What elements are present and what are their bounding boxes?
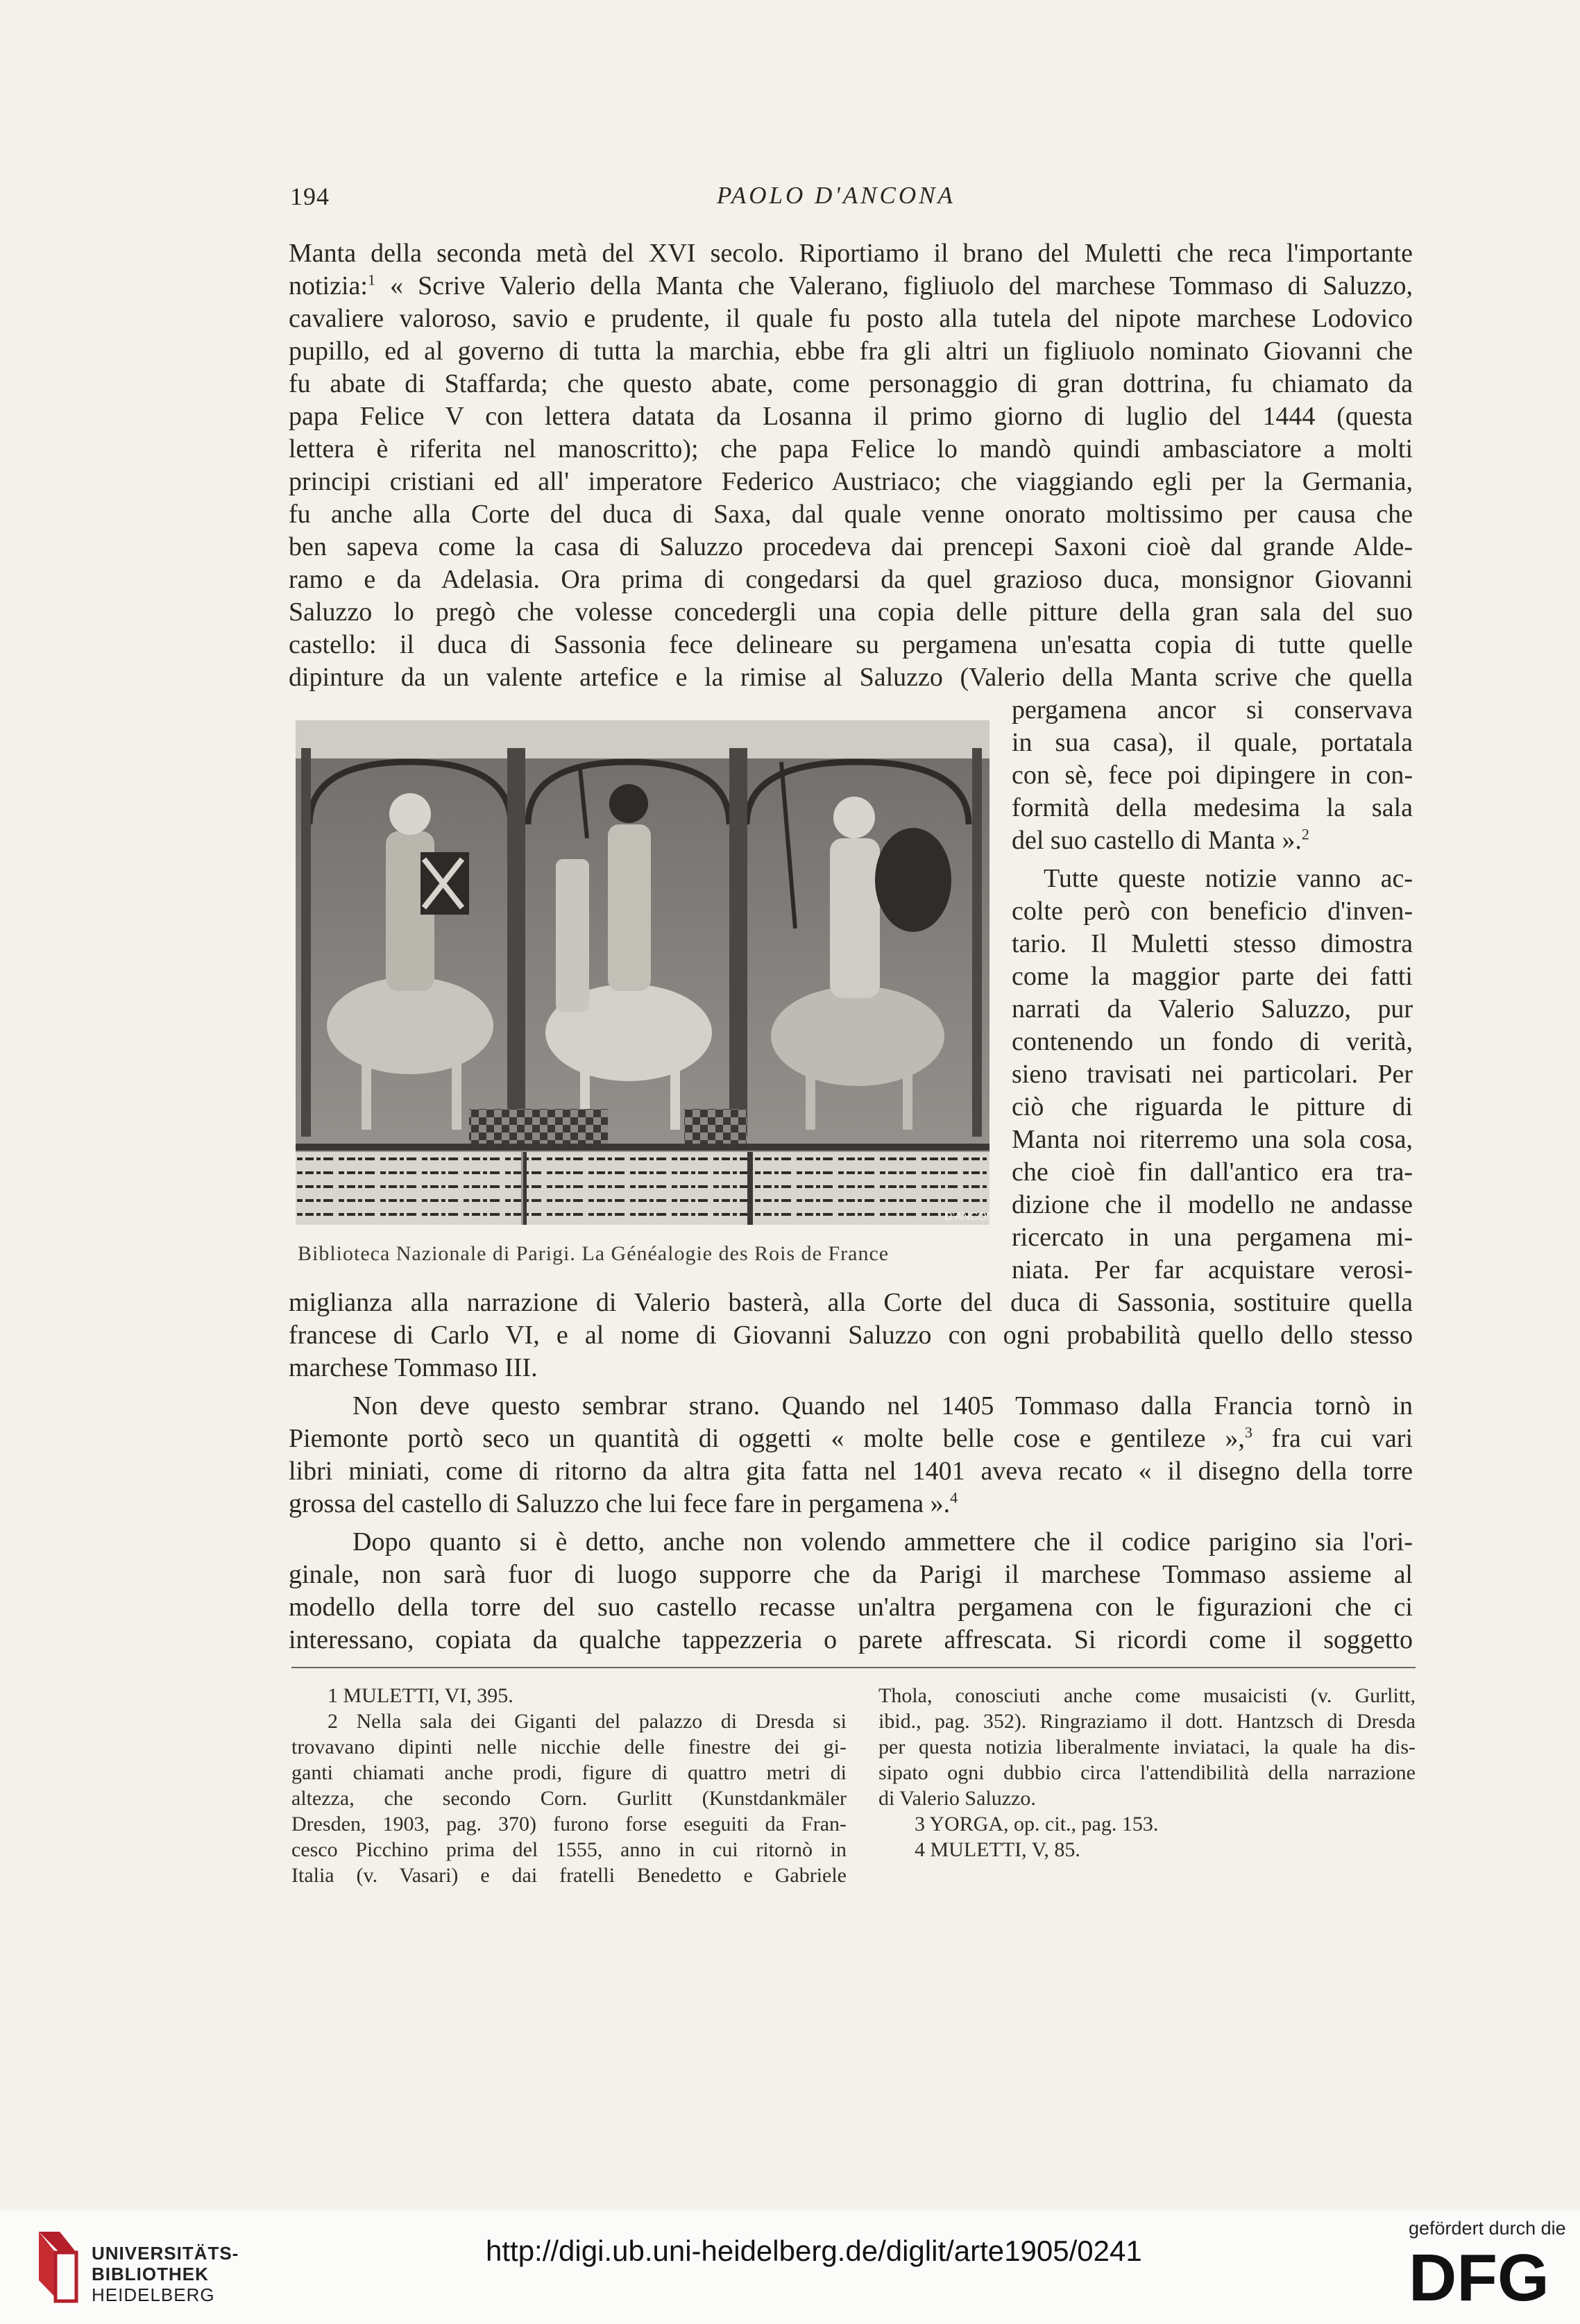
- side-line: con sè, fece poi dipingere in con-: [1012, 761, 1413, 790]
- footnote-line: ibid., pag. 352). Ringraziamo il dott. Hantzsch di Dresda: [878, 1710, 1416, 1733]
- body-line: fu abate di Staffarda; che questo abate, come personaggio di gran dottrina, fu chiamato da: [289, 369, 1413, 398]
- body-line: papa Felice V con lettera datata da Losanna il primo giorno di luglio del 1444 (questa: [289, 402, 1413, 431]
- side-line: Manta noi riterremo una sola cosa,: [1012, 1125, 1413, 1154]
- side-line: contenendo un fondo di verità,: [1012, 1027, 1413, 1056]
- footnote-line: per questa notizia liberalmente inviataci, la quale ha dis-: [878, 1736, 1416, 1758]
- side-line: ricercato in una pergamena mi-: [1012, 1223, 1413, 1252]
- body-line: Non deve questo sembrar strano. Quando nel 1405 Tommaso dalla Francia tornò in: [352, 1391, 1413, 1420]
- body-line: Piemonte portò seco un quantità di oggetti « molte belle cose e gentileze »,$^3$ fra cui vari: [289, 1423, 1413, 1453]
- figure-caption: Biblioteca Nazionale di Parigi. La Généalogie des Rois de France: [298, 1242, 890, 1265]
- body-line: modello della torre del suo castello recasse un'altra pergamena con le figurazioni che ci: [289, 1593, 1413, 1622]
- side-line: niata. Per far acquistare verosi-: [1012, 1255, 1413, 1284]
- body-line: principi cristiani ed all' imperatore Federico Austriaco; che viaggiando egli per la Germania,: [289, 467, 1413, 496]
- side-line: come la maggior parte dei fatti: [1012, 962, 1413, 991]
- footnote-ref: 3: [1244, 1423, 1252, 1441]
- footnote-line: Dresden, 1903, pag. 370) furono forse eseguiti da Fran-: [291, 1813, 847, 1835]
- knights-miniature-image: [296, 720, 1003, 1225]
- footnote-line: 2 Nella sala dei Giganti del palazzo di Dresda si: [328, 1710, 847, 1733]
- body-line: notizia:$^1$ « Scrive Valerio della Manta che Valerano, figliuolo del marchese Tommaso di Saluzzo,: [289, 271, 1413, 300]
- svg-text:DFG: DFG: [1409, 2241, 1549, 2315]
- footnote-line: Italia (v. Vasari) e dai fratelli Benedetto e Gabriele: [291, 1864, 847, 1887]
- footnote-line: di Valerio Saluzzo.: [878, 1787, 1036, 1810]
- body-line: dipinture da un valente artefice e la rimise al Saluzzo (Valerio della Manta scrive che quella: [289, 663, 1413, 692]
- side-line: in sua casa), il quale, portatala: [1012, 728, 1413, 757]
- dfg-logo-icon: [1409, 2241, 1558, 2315]
- body-line: miglianza alla narrazione di Valerio basterà, alla Corte del duca di Sassonia, sostituire quella: [289, 1288, 1413, 1317]
- footnote-line: ganti chiamati anche prodi, figure di quattro metri di: [291, 1761, 847, 1784]
- footnote-ref: 4: [950, 1488, 958, 1507]
- body-line: Saluzzo lo pregò che volesse concedergli una copia delle pitture della gran sala del suo: [289, 597, 1413, 627]
- body-line: ginale, non sarà fuor di luogo supporre che da Parigi il marchese Tommaso assieme al: [289, 1560, 1413, 1589]
- permalink-url[interactable]: http://digi.ub.uni-heidelberg.de/diglit/arte1905/0241: [486, 2234, 1142, 2267]
- footnote-ref: 1: [367, 271, 375, 289]
- side-line: narrati da Valerio Saluzzo, pur: [1012, 994, 1413, 1024]
- library-name: UNIVERSITÄTS- BIBLIOTHEK HEIDELBERG: [92, 2243, 239, 2305]
- side-line: che cioè fin dall'antico era tra-: [1012, 1157, 1413, 1187]
- body-line: libri miniati, come di ritorno da altra gita fatta nel 1401 aveva recato « il disegno della torre: [289, 1457, 1413, 1486]
- footnote-ref: 2: [1301, 825, 1309, 843]
- body-line: cavaliere valoroso, savio e prudente, il quale fu posto alla tutela del nipote marchese Lodovico: [289, 304, 1413, 333]
- side-line: dizione che il modello ne andasse: [1012, 1190, 1413, 1219]
- footnote-line: 1 MULETTI, VI, 395.: [328, 1684, 513, 1707]
- running-title: PAOLO D'ANCONA: [717, 182, 955, 209]
- body-line: lettera è riferita nel manoscritto); che papa Felice lo mandò quindi ambasciatore a molti: [289, 434, 1413, 464]
- photo-credit: D'ANCONA: [944, 1211, 1003, 1223]
- side-line: del suo castello di Manta ».$^2$: [1012, 825, 1309, 855]
- funding-label: gefördert durch die: [1409, 2218, 1566, 2239]
- body-line: Manta della seconda metà del XVI secolo. Riportiamo il brano del Muletti che reca l'importante: [289, 239, 1413, 268]
- body-line: grossa del castello di Saluzzo che lui fece fare in pergamena ».$^4$: [289, 1488, 958, 1518]
- body-line: francese di Carlo VI, e al nome di Giovanni Saluzzo con ogni probabilità quello dello stesso: [289, 1321, 1413, 1350]
- body-line: pupillo, ed al governo di tutta la marchia, ebbe fra gli altri un figliuolo nominato Giovanni che: [289, 337, 1413, 366]
- manuscript-illustration: [296, 720, 1003, 1225]
- footnote-line: altezza, che secondo Corn. Gurlitt (Kunstdankmäler: [291, 1787, 847, 1810]
- body-line: ben sapeva come la casa di Saluzzo procedeva dai prencepi Saxoni cioè dal grande Alde-: [289, 532, 1413, 561]
- side-line: colte però con beneficio d'inven-: [1012, 897, 1413, 926]
- footnote-line: Thola, conosciuti anche come musaicisti (v. Gurlitt,: [878, 1684, 1416, 1707]
- body-line: interessano, copiata da qualche tappezzeria o parete affrescata. Si ricordi come il soggetto: [289, 1625, 1413, 1654]
- footnote-divider: [291, 1667, 1416, 1668]
- footnote-line: trovavano dipinti nelle nicchie delle finestre dei gi-: [291, 1736, 847, 1758]
- footnote-line: sipato ogni dubbio circa l'attendibilità della narrazione: [878, 1761, 1416, 1784]
- footnote-line: 4 MULETTI, V, 85.: [915, 1838, 1080, 1861]
- side-line: Tutte queste notizie vanno ac-: [1044, 864, 1413, 893]
- university-library-logo-icon: [32, 2225, 83, 2305]
- side-line: tario. Il Muletti stesso dimostra: [1012, 929, 1413, 958]
- body-line: Dopo quanto si è detto, anche non volendo ammettere che il codice parigino sia l'ori-: [352, 1527, 1413, 1557]
- body-line: marchese Tommaso III.: [289, 1353, 538, 1382]
- footnote-line: cesco Picchino prima del 1555, anno in cui ritornò in: [291, 1838, 847, 1861]
- side-line: ciò che riguarda le pitture di: [1012, 1092, 1413, 1121]
- side-line: sieno travisati nei particolari. Per: [1012, 1060, 1413, 1089]
- body-line: castello: il duca di Sassonia fece delineare su pergamena un'esatta copia di tutte quelle: [289, 630, 1413, 659]
- side-line: pergamena ancor si conservava: [1012, 695, 1413, 724]
- side-line: formità della medesima la sala: [1012, 793, 1413, 822]
- body-line: ramo e da Adelasia. Ora prima di congedarsi da quel grazioso duca, monsignor Giovanni: [289, 565, 1413, 594]
- footnote-line: 3 YORGA, op. cit., pag. 153.: [915, 1813, 1159, 1835]
- page-number: 194: [290, 183, 330, 210]
- body-line: fu anche alla Corte del duca di Saxa, dal quale venne onorato moltissimo per causa che: [289, 500, 1413, 529]
